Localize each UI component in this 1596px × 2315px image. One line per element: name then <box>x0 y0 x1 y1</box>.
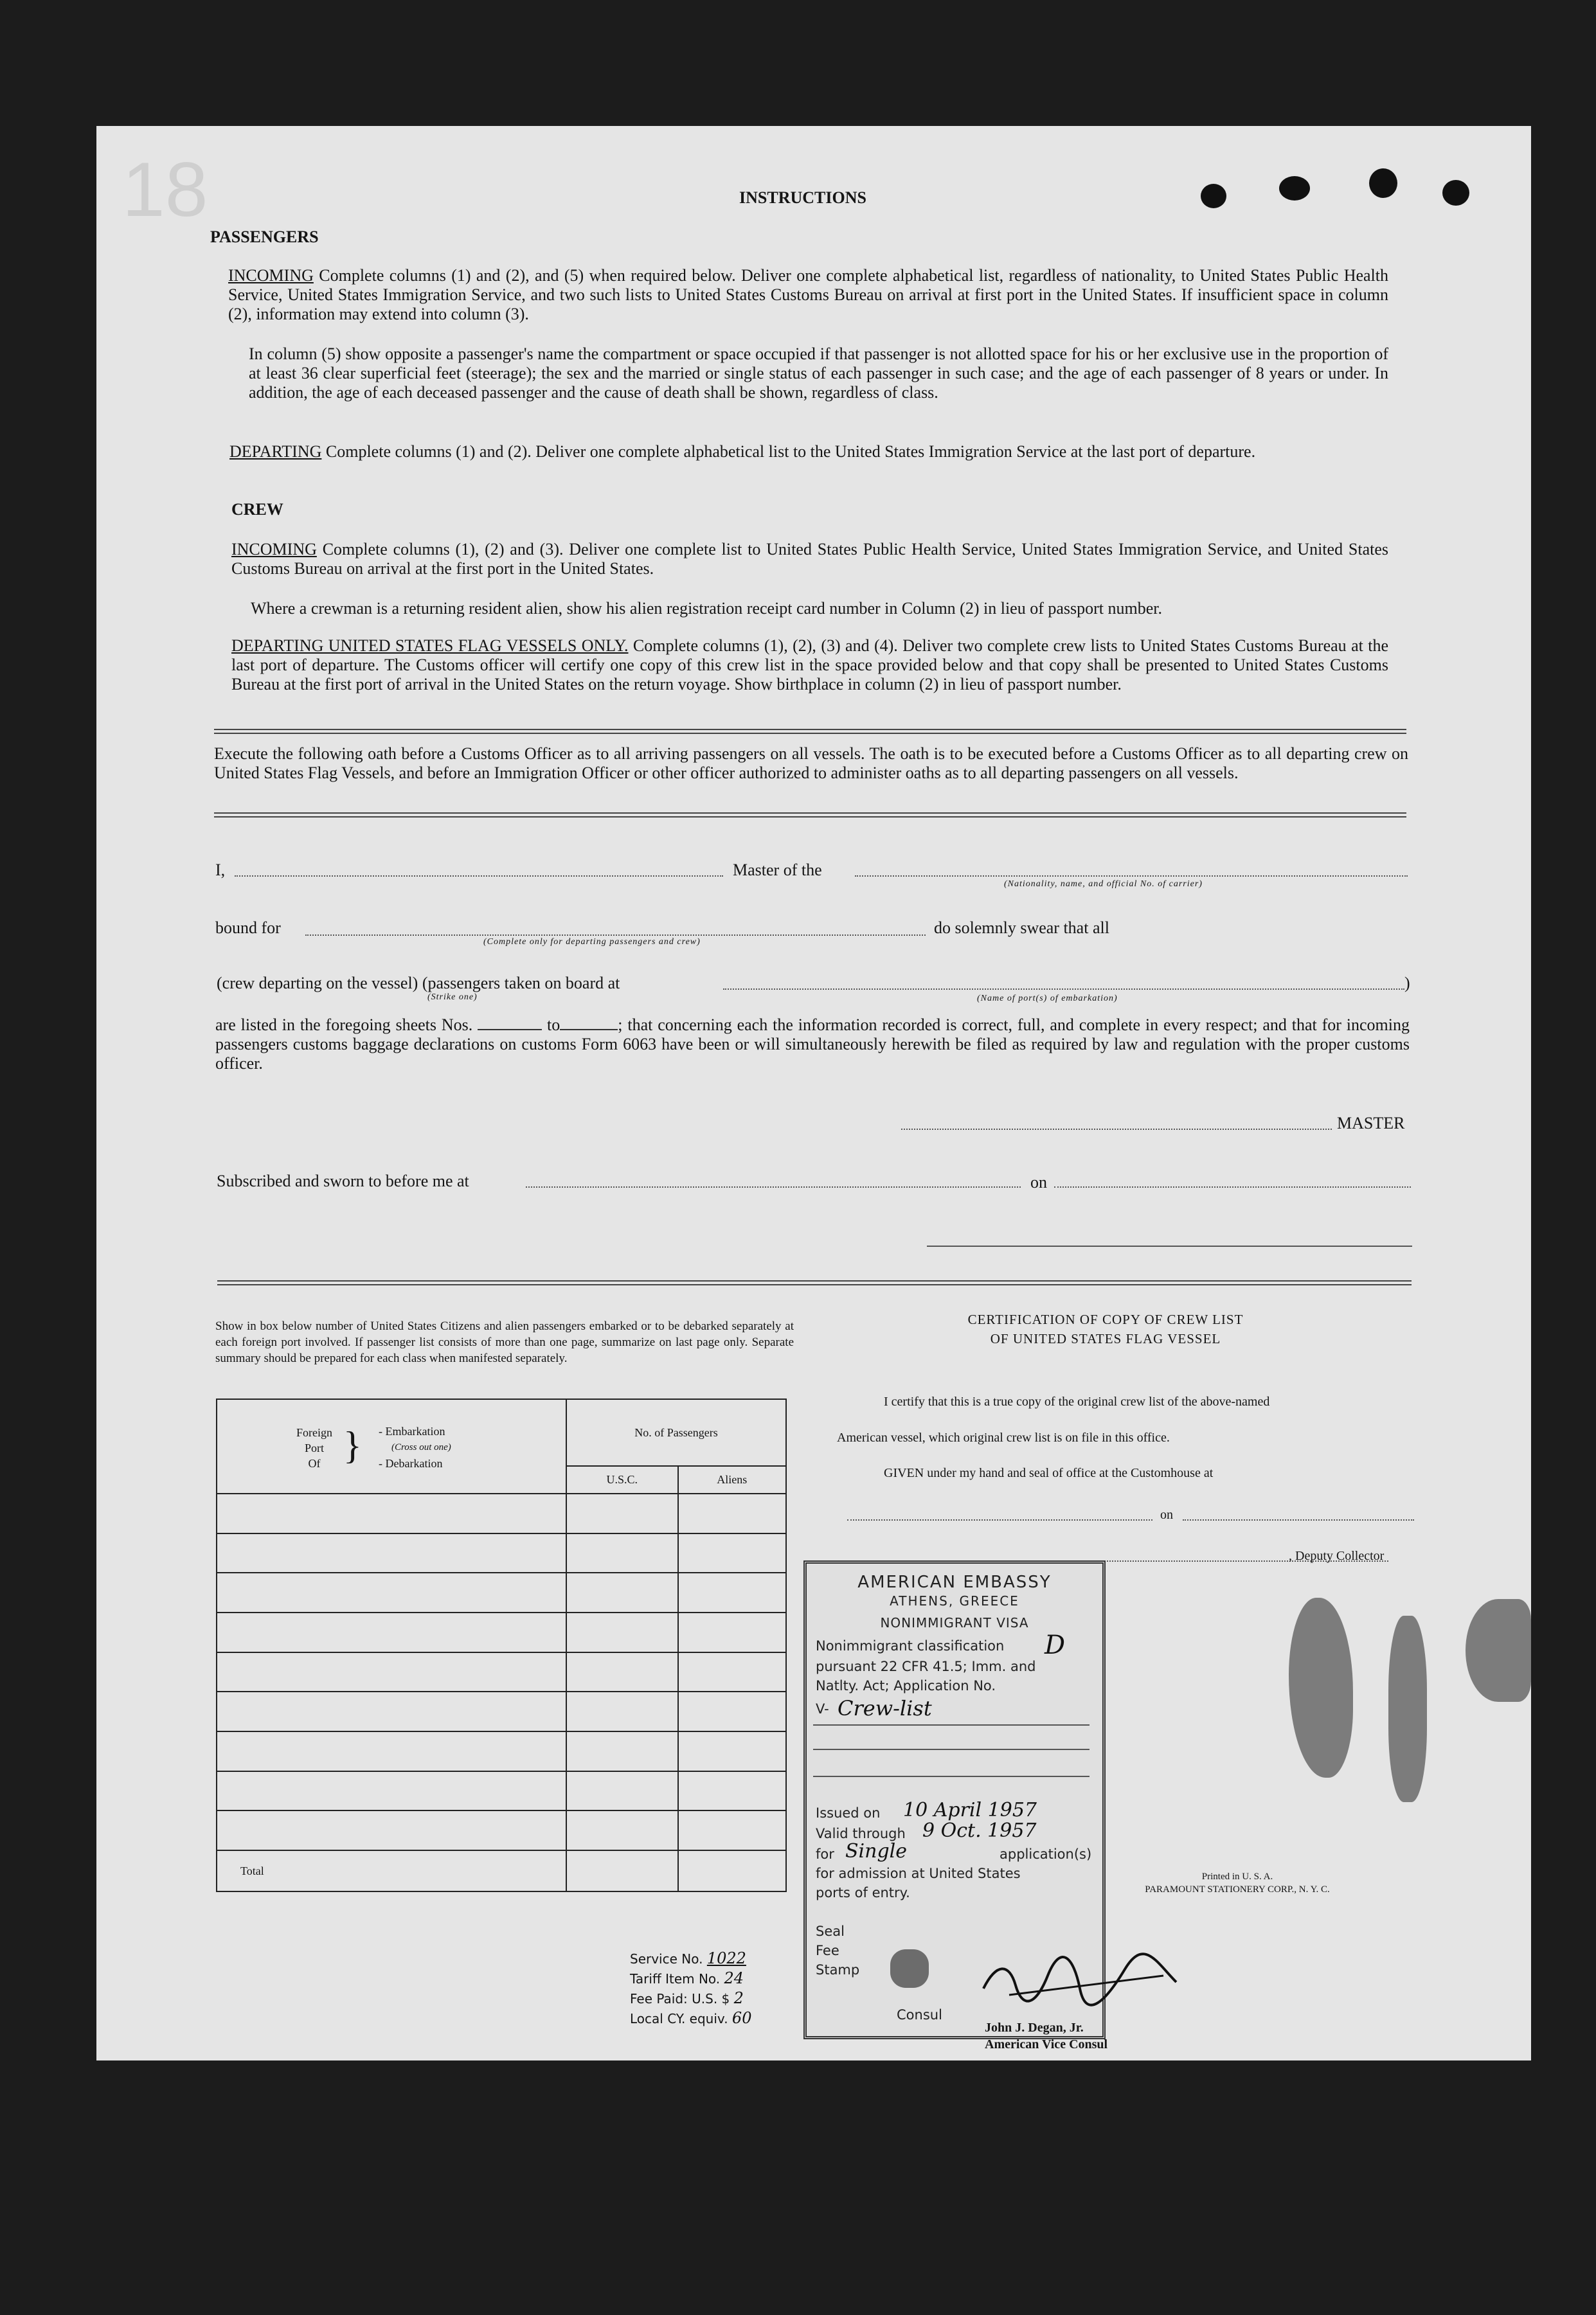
port-label: Port <box>304 1442 324 1455</box>
table-cell[interactable] <box>566 1494 678 1533</box>
oath-i-label: I, <box>215 861 226 879</box>
table-cell[interactable] <box>217 1771 566 1811</box>
table-cell[interactable] <box>217 1573 566 1613</box>
divider <box>214 812 1406 814</box>
certification-line-2: American vessel, which original crew list is on file in this office. <box>837 1431 1170 1445</box>
table-cell[interactable] <box>217 1731 566 1771</box>
stamp-natlty: Natlty. Act; Application No. <box>816 1678 996 1694</box>
table-cell[interactable] <box>566 1771 678 1811</box>
subscribed-date-line[interactable] <box>1054 1186 1411 1188</box>
table-cell[interactable] <box>678 1731 787 1771</box>
certification-title-1: CERTIFICATION OF COPY OF CREW LIST <box>967 1312 1244 1327</box>
stamp-issued-label: Issued on <box>816 1805 881 1821</box>
embossed-seal <box>1289 1598 1353 1778</box>
swear-text: do solemnly swear that all <box>934 918 1109 937</box>
divider <box>214 816 1406 818</box>
stamp-seal: Seal <box>816 1924 845 1939</box>
passenger-incoming-text: Complete columns (1) and (2), and (5) when required below. Deliver one complete alphabetical list, regardless of nationality, to United States Public Health Service, United States Immigration Service, and two such lists to United States Customs Bureau on arrival at first port in the United States. If insufficient space in column (2), information may extend into column (3). <box>228 266 1388 323</box>
carrier-hint: (Nationality, name, and official No. of carrier) <box>1004 879 1203 889</box>
table-cell[interactable] <box>678 1494 787 1533</box>
master-of-label: Master of the <box>733 861 822 879</box>
crew-heading: CREW <box>231 500 283 519</box>
summary-note: Show in box below number of United States Citizens and alien passengers embarked or to be debarked separately at each foreign port involved. If passenger list consists of more than one page, summarize on last page only. Separate summary should be prepared for each class when manifested separately. <box>215 1319 794 1365</box>
certification-title-2: OF UNITED STATES FLAG VESSEL <box>990 1331 1221 1346</box>
oath-instructions: Execute the following oath before a Customs Officer as to all arriving passengers on all vessels. The oath is to be executed before a Customs Officer as to all departing crew on United States Flag Vessels, and before an Immigration Officer or other officer authorized to administer oaths as to all departing passengers on all vessels. <box>214 744 1408 782</box>
aliens-header: Aliens <box>678 1466 787 1494</box>
of-label: Of <box>308 1457 321 1470</box>
passenger-summary-table <box>216 1399 787 1892</box>
divider <box>217 1284 1412 1285</box>
listed-to: to <box>547 1015 560 1034</box>
table-cell[interactable] <box>678 1533 787 1573</box>
bound-for-hint: (Complete only for departing passengers and crew) <box>483 937 701 947</box>
bound-for-line[interactable] <box>305 934 926 936</box>
stamp-app-prefix: V- <box>816 1701 829 1717</box>
total-label: Total <box>217 1850 566 1891</box>
subscribed-text: Subscribed and sworn to before me at <box>217 1172 469 1190</box>
stamp-valid-label: Valid through <box>816 1826 906 1841</box>
stamp-valid-value: 9 Oct. 1957 <box>922 1819 1037 1842</box>
table-cell[interactable] <box>217 1494 566 1533</box>
certification-on-label: on <box>1160 1508 1173 1522</box>
passenger-departing-text: Complete columns (1) and (2). Deliver one complete alphabetical list to the United States Immigration Service at the last port of departure. <box>321 442 1256 461</box>
stamp-rule <box>813 1776 1089 1777</box>
crew-incoming-paragraph <box>231 540 1388 578</box>
no-passengers-header: No. of Passengers <box>566 1399 786 1466</box>
table-cell[interactable] <box>217 1652 566 1692</box>
certification-line-1: I certify that this is a true copy of the original crew list of the above-named <box>884 1395 1270 1409</box>
embarkation-label: - Embarkation <box>379 1425 445 1438</box>
table-cell[interactable] <box>566 1731 678 1771</box>
service-label: Service No. <box>630 1951 703 1967</box>
certification-date-line[interactable] <box>1183 1519 1414 1521</box>
stamp-issued-value: 10 April 1957 <box>903 1799 1037 1821</box>
master-signature-line[interactable] <box>901 1129 1332 1130</box>
tariff-value: 24 <box>724 1969 744 1987</box>
printer-line-1: Printed in U. S. A. <box>1201 1872 1273 1882</box>
listed-paragraph <box>215 1015 1410 1073</box>
bound-for-label: bound for <box>215 918 281 937</box>
embarkation-port-line[interactable] <box>723 988 1404 990</box>
stamp-classification-value: D <box>1045 1631 1066 1660</box>
stamp-visa-type: NONIMMIGRANT VISA <box>880 1615 1029 1631</box>
crew-departing-text: Complete columns (1), (2), (3) and (4). Deliver two complete crew lists to United States Customs Bureau at the last port of departure. The Customs officer will certify one copy of this crew list in the space provided below and that copy shall be presented to United States Customs Bureau at the first port of arrival in the United States on the return voyage. Show birthplace in column (2) in lieu of passport number. <box>231 636 1388 693</box>
close-paren: ) <box>1404 974 1410 992</box>
printer-line-2: PARAMOUNT STATIONERY CORP., N. Y. C. <box>1145 1884 1330 1895</box>
sheet-to-blank[interactable] <box>560 1029 618 1030</box>
subscribed-at-line[interactable] <box>526 1186 1021 1188</box>
crew-departing-text: (crew departing on the vessel) (passengers taken on board at <box>217 974 620 992</box>
crew-alien-paragraph: Where a crewman is a returning resident alien, show his alien registration receipt card number in Column (2) in lieu of passport number. <box>251 599 1163 618</box>
stamp-smudge <box>890 1949 929 1988</box>
divider <box>214 733 1406 734</box>
foreign-port-header <box>217 1399 566 1494</box>
passenger-incoming-paragraph <box>228 266 1388 324</box>
passengers-heading: PASSENGERS <box>210 228 319 246</box>
stamp-for-label: for <box>816 1846 834 1862</box>
fee-block <box>630 1949 751 2028</box>
document-sheet <box>96 126 1531 2060</box>
table-cell[interactable] <box>566 1533 678 1573</box>
divider <box>214 729 1406 730</box>
stamp-embassy: AMERICAN EMBASSY <box>857 1573 1052 1592</box>
table-cell[interactable] <box>678 1652 787 1692</box>
listed-text-a: are listed in the foregoing sheets Nos. <box>215 1015 473 1034</box>
embossed-seal <box>1466 1599 1531 1702</box>
stamp-app-value: Crew-list <box>838 1696 932 1721</box>
master-name-line[interactable] <box>235 875 723 877</box>
table-cell[interactable] <box>566 1573 678 1613</box>
fee-label: Fee Paid: U.S. $ <box>630 1991 730 2007</box>
crew-departing-paragraph <box>231 636 1388 694</box>
table-cell[interactable] <box>217 1810 566 1850</box>
stamp-for-value: Single <box>845 1840 908 1863</box>
usc-header: U.S.C. <box>566 1466 678 1494</box>
signature-title: American Vice Consul <box>985 2037 1108 2051</box>
port-hint: (Name of port(s) of embarkation) <box>977 994 1118 1003</box>
consul-signature <box>971 1950 1189 2014</box>
embossed-seal <box>1388 1616 1427 1802</box>
crew-incoming-text: Complete columns (1), (2) and (3). Deliver one complete list to United States Public Health Service, United States Immigration Service, and United States Customs Bureau on arrival at the first port in the United States. <box>231 540 1388 578</box>
brace: } <box>343 1424 362 1467</box>
stamp-ports: ports of entry. <box>816 1885 910 1900</box>
cross-out-label: (Cross out one) <box>391 1442 451 1453</box>
sheet-from-blank[interactable] <box>478 1029 542 1030</box>
ink-blot <box>1369 168 1397 198</box>
stamp-pursuant: pursuant 22 CFR 41.5; Imm. and <box>816 1659 1036 1674</box>
total-aliens[interactable] <box>678 1850 787 1891</box>
passenger-departing-paragraph <box>229 442 1388 461</box>
ink-blot <box>1279 176 1310 201</box>
certification-line-3: GIVEN under my hand and seal of office at the Customhouse at <box>884 1466 1214 1480</box>
stamp-consul: Consul <box>897 2007 942 2023</box>
crew-departing-heading: DEPARTING UNITED STATES FLAG VESSELS ONLY. <box>231 636 629 655</box>
passenger-incoming-heading: INCOMING <box>228 266 314 285</box>
deputy-collector-label: , Deputy Collector <box>1289 1549 1385 1563</box>
passenger-departing-heading: DEPARTING <box>229 442 322 461</box>
officer-signature-line[interactable] <box>927 1246 1412 1247</box>
strike-one-hint: (Strike one) <box>427 992 478 1002</box>
foreign-label: Foreign <box>296 1426 332 1440</box>
table-cell[interactable] <box>566 1613 678 1652</box>
ink-blot <box>1201 184 1226 208</box>
stamp-fee: Fee <box>816 1943 839 1958</box>
stamp-city: ATHENS, GREECE <box>890 1593 1019 1609</box>
table-cell[interactable] <box>678 1810 787 1850</box>
table-cell[interactable] <box>566 1692 678 1731</box>
local-label: Local CY. equiv. <box>630 2011 728 2026</box>
customhouse-line[interactable] <box>847 1519 1152 1521</box>
service-value: 1022 <box>706 1949 746 1967</box>
table-cell[interactable] <box>678 1613 787 1652</box>
subscribed-on-label: on <box>1030 1173 1047 1192</box>
stamp-admission: for admission at United States <box>816 1866 1021 1881</box>
stamp-rule <box>813 1724 1089 1726</box>
stamp-stamp: Stamp <box>816 1962 860 1978</box>
stamp-rule <box>813 1749 1089 1750</box>
total-usc[interactable] <box>566 1850 678 1891</box>
table-cell[interactable] <box>678 1692 787 1731</box>
crew-incoming-heading: INCOMING <box>231 540 317 559</box>
table-cell[interactable] <box>566 1652 678 1692</box>
master-label: MASTER <box>1337 1114 1405 1132</box>
table-cell[interactable] <box>678 1771 787 1811</box>
table-cell[interactable] <box>217 1692 566 1731</box>
fee-value: 2 <box>733 1989 744 2007</box>
tariff-label: Tariff Item No. <box>630 1971 721 1987</box>
divider <box>217 1280 1412 1282</box>
table-cell[interactable] <box>217 1533 566 1573</box>
listed-text-b: ; that concerning each the information recorded is correct, full, and complete in every respect; and that for incoming passengers customs baggage declarations on customs Form 6063 have been or will simultaneously herewith be filed as required by law and regulation with the proper customs officer. <box>215 1015 1410 1073</box>
debarkation-label: - Debarkation <box>379 1457 443 1470</box>
page-number: 18 <box>122 147 208 233</box>
column5-paragraph: In column (5) show opposite a passenger's name the compartment or space occupied if that passenger is not allotted space for his or her exclusive use in the proportion of at least 36 clear superficial feet (steerage); the sex and the married or single status of each passenger in such case; and the age of each passenger of 8 years or under. In addition, the age of each deceased passenger and the cause of death shall be shown, regardless of class. <box>249 344 1388 402</box>
carrier-line[interactable] <box>855 875 1408 877</box>
ink-blot <box>1442 180 1469 206</box>
table-cell[interactable] <box>217 1613 566 1652</box>
signature-name: John J. Degan, Jr. <box>985 2021 1084 2035</box>
local-value: 60 <box>731 2009 752 2027</box>
stamp-applications: application(s) <box>1000 1846 1092 1862</box>
table-cell[interactable] <box>566 1810 678 1850</box>
instructions-title: INSTRUCTIONS <box>739 188 866 207</box>
stamp-classification-label: Nonimmigrant classification <box>816 1638 1005 1654</box>
table-cell[interactable] <box>678 1573 787 1613</box>
